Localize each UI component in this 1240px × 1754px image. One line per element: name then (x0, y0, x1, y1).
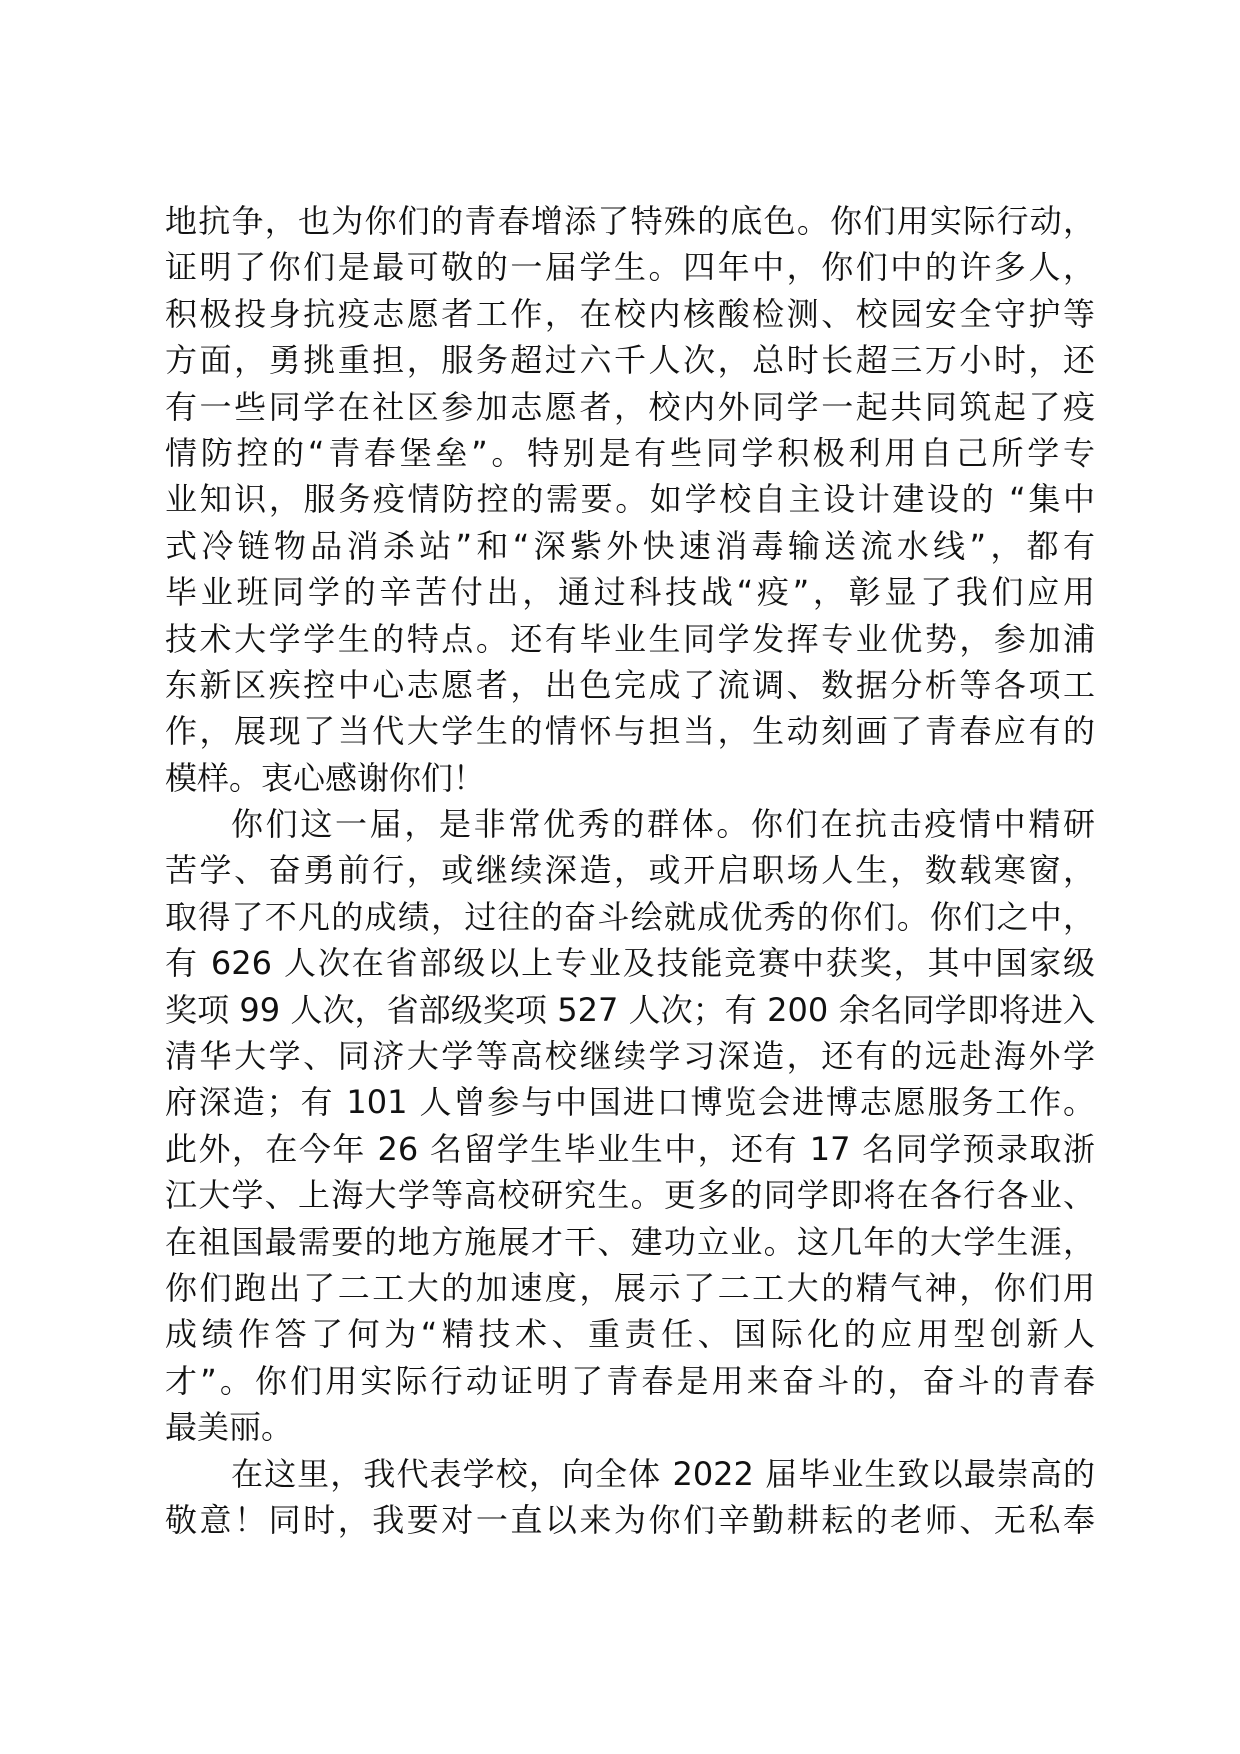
text-line: 你们这一届，是非常优秀的群体。你们在抗击疫情中精研 (231, 805, 1095, 844)
text-line: 方面，勇挑重担，服务超过六千人次，总时长超三万小时，还 (165, 341, 1095, 380)
text-line: 毕业班同学的辛苦付出，通过科技战“疫”，彰显了我们应用 (165, 573, 1095, 612)
text-line: 技术大学学生的特点。还有毕业生同学发挥专业优势，参加浦 (165, 619, 1095, 658)
text-line: 清华大学、同济大学等高校继续学习深造，还有的远赴海外学 (165, 1037, 1095, 1076)
text-line: 证明了你们是最可敬的一届学生。四年中，你们中的许多人， (165, 248, 1095, 287)
text-line: 奖项 99 人次，省部级奖项 527 人次；有 200 余名同学即将进入 (165, 990, 1095, 1029)
text-line: 积极投身抗疫志愿者工作，在校内核酸检测、校园安全守护等 (165, 294, 1095, 333)
text-line: 在这里，我代表学校，向全体 2022 届毕业生致以最崇高的 (231, 1454, 1095, 1493)
text-line: 苦学、奋勇前行，或继续深造，或开启职场人生，数载寒窗， (165, 851, 1095, 890)
text-line: 地抗争，也为你们的青春增添了特殊的底色。你们用实际行动， (165, 202, 1095, 240)
text-line: 取得了不凡的成绩，过往的奋斗绘就成优秀的你们。你们之中， (165, 897, 1095, 936)
text-line: 成绩作答了何为“精技术、重责任、国际化的应用型创新人 (165, 1315, 1095, 1354)
text-line: 业知识，服务疫情防控的需要。如学校自主设计建设的 “集中 (165, 480, 1095, 519)
text-line: 才”。你们用实际行动证明了青春是用来奋斗的，奋斗的青春 (165, 1361, 1095, 1400)
text-line: 江大学、上海大学等高校研究生。更多的同学即将在各行各业、 (165, 1176, 1095, 1215)
text-line: 作，展现了当代大学生的情怀与担当，生动刻画了青春应有的 (165, 712, 1095, 751)
text-line: 最美丽。 (165, 1408, 294, 1447)
text-line: 有 626 人次在省部级以上专业及技能竞赛中获奖，其中国家级 (165, 944, 1095, 983)
text-line: 东新区疾控中心志愿者，出色完成了流调、数据分析等各项工 (165, 665, 1095, 704)
text-line: 情防控的“青春堡垒”。特别是有些同学积极利用自己所学专 (165, 433, 1095, 472)
body-text (165, 198, 1095, 1543)
text-line: 敬意！同时，我要对一直以来为你们辛勤耕耘的老师、无私奉 (165, 1500, 1095, 1539)
text-line: 在祖国最需要的地方施展才干、建功立业。这几年的大学生涯， (165, 1222, 1095, 1261)
text-line: 你们跑出了二工大的加速度，展示了二工大的精气神，你们用 (165, 1268, 1095, 1307)
text-line: 有一些同学在社区参加志愿者，校内外同学一起共同筑起了疫 (165, 387, 1095, 426)
text-line: 模样。衷心感谢你们！ (165, 758, 486, 797)
text-line: 此外，在今年 26 名留学生毕业生中，还有 17 名同学预录取浙 (165, 1129, 1095, 1168)
text-line: 府深造；有 101 人曾参与中国进口博览会进博志愿服务工作。 (165, 1083, 1095, 1122)
text-line: 式冷链物品消杀站”和“深紫外快速消毒输送流水线”，都有 (165, 526, 1095, 565)
